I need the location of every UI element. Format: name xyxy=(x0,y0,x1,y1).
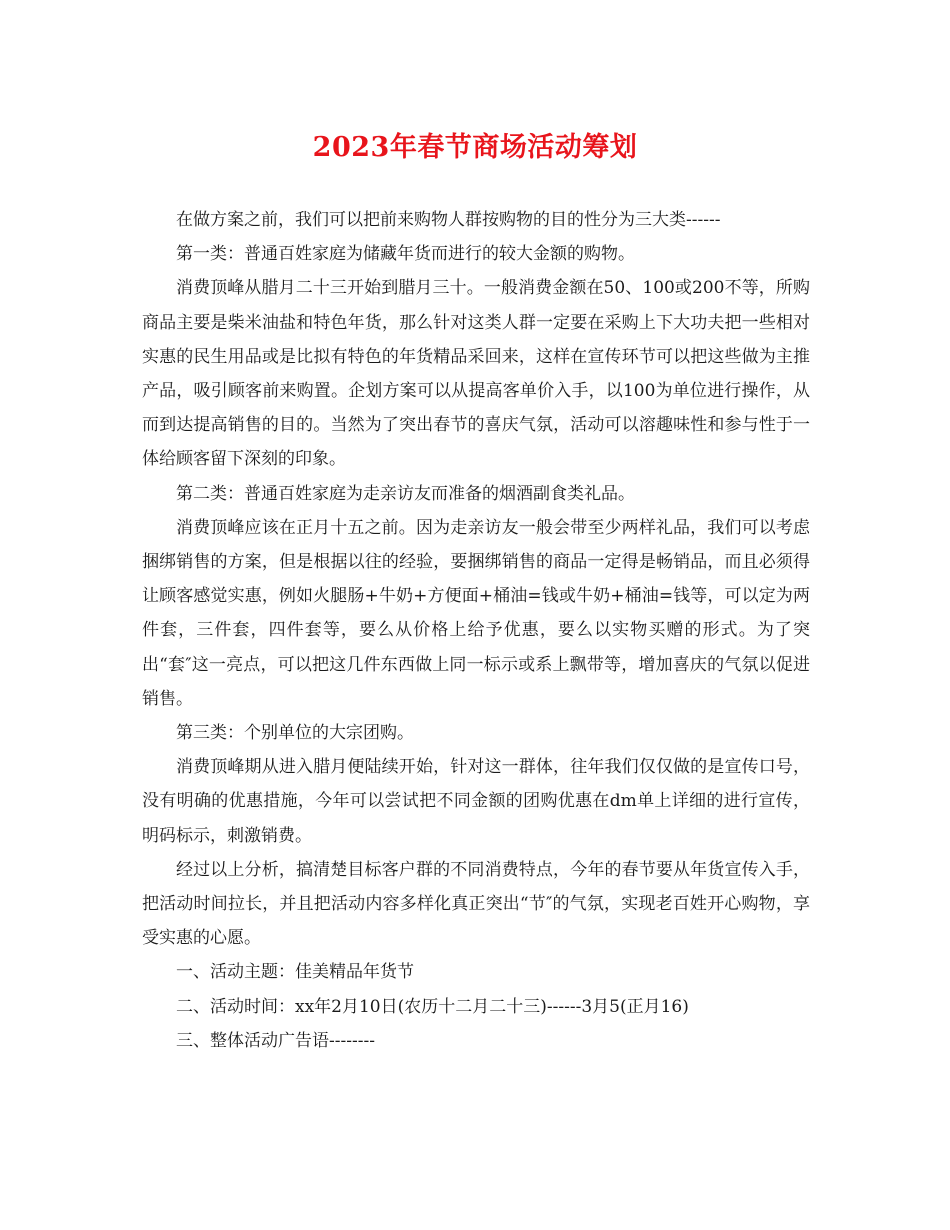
paragraph-category-1-detail: 消费顶峰从腊月二十三开始到腊月三十。一般消费金额在50、100或200不等，所购商品主要是柴米油盐和特色年货，那么针对这类人群一定要在采购上下大功夫把一些相对实惠的民生用品或是比拟有特色的年货精品采回来，这样在宣传环节可以把这些做为主推产品，吸引顾客前来购置。企划方案可以从提高客单价入手，以100为单位进行操作，从而到达提高销售的目的。当然为了突出春节的喜庆气氛，活动可以溶趣味性和参与性于一体给顾客留下深刻的印象。 xyxy=(142,278,810,470)
paragraph-activity-slogan: 三、整体活动广告语-------- xyxy=(176,1030,375,1051)
document-title: 2023年春节商场活动筹划 xyxy=(312,132,638,163)
paragraph-analysis-summary: 经过以上分析，搞清楚目标客户群的不同消费特点，今年的春节要从年货宣传入手，把活动时间拉长，并且把活动内容多样化真正突出“节″的气氛，实现老百姓开心购物，享受实惠的心愿。 xyxy=(142,859,810,949)
paragraph-intro: 在做方案之前，我们可以把前来购物人群按购物的目的性分为三大类------ xyxy=(176,210,721,230)
paragraph-category-2-detail: 消费顶峰应该在正月十五之前。因为走亲访友一般会带至少两样礼品，我们可以考虑捆绑销售的方案，但是根据以往的经验，要捆绑销售的商品一定得是畅销品，而且必须得让顾客感觉实惠，例如火腿肠+牛奶+方便面+桶油=钱或牛奶+桶油=钱等，可以定为两件套，三件套，四件套等，要么从价格上给予优惠，要么以实物买赠的形式。为了突出“套″这一亮点，可以把这几件东西做上同一标示或系上飘带等，增加喜庆的气氛以促进销售。 xyxy=(142,517,810,709)
paragraph-category-3-detail: 消费顶峰期从进入腊月便陆续开始，针对这一群体，往年我们仅仅做的是宣传口号，没有明确的优惠措施，今年可以尝试把不同金额的团购优惠在dm单上详细的进行宣传，明码标示，刺激销费。 xyxy=(142,757,810,846)
document-body xyxy=(142,203,810,1058)
paragraph-category-3: 第三类：个别单位的大宗团购。 xyxy=(176,723,414,744)
paragraph-activity-theme: 一、活动主题：佳美精品年货节 xyxy=(176,962,414,983)
paragraph-activity-time: 二、活动时间：xx年2月10日(农历十二月二十三)------3月5(正月16) xyxy=(176,996,689,1017)
paragraph-category-1: 第一类：普通百姓家庭为储藏年货而进行的较大金额的购物。 xyxy=(176,244,635,265)
paragraph-category-2: 第二类：普通百姓家庭为走亲访友而准备的烟酒副食类礼品。 xyxy=(176,483,635,504)
